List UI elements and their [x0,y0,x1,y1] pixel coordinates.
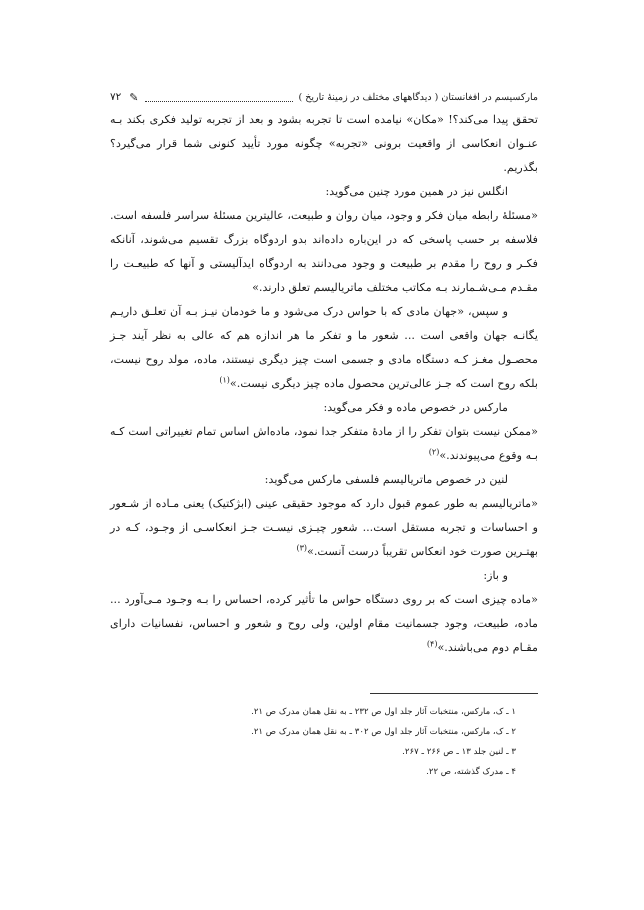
header-leader-dots [145,92,293,102]
header-title: مارکسیسم در افغانستان ( دیدگاههای مختلف در زمینهٔ تاریخ ) [298,91,538,103]
footnote-ref: (۱) [219,375,230,385]
quote-paragraph: «ممکن نیست بتوان تفکر را از مادهٔ متفکر جدا نمود، ماده‌اش اساس تمام تغییراتی است کـه بـه وقوع می‌پیوندند.»$^{(۲)}$ [110,425,538,462]
footnote-ref: (۳) [296,543,307,553]
running-header [110,88,538,106]
paragraph: مارکس در خصوص ماده و فکر می‌گوید: [323,401,508,414]
page-number: ۷۲ [110,91,122,103]
footnote: ۴ ـ مدرک گذشته، ص ۲۲. [426,767,516,777]
paragraph: و سپس، «جهان مادی که با حواس درک می‌شود و ما خودمان نیـز بـه آن تعلـق داریـم یگانـه جهان واقعی است ... شعور ما و تفکر ما هر اندازه هم که عالی به نظر آیند جـز محصـول مغـز کـه دستگاه مادی و جسمی است چیز دیگری نیستند، ماده، مولد روح نیست، بلکه روح است که جـز عالی‌ترین محصول ماده چیز دیگری نیست.»$^{(۱)}$ [110,305,538,390]
footnote: ۲ ـ ک، مارکس، منتخبات آثار جلد اول ص ۳۰۲ ـ به نقل همان مدرک ص ۲۱. [251,727,516,737]
paragraph: انگلس نیز در همین مورد چنین می‌گوید: [325,185,508,198]
quote-paragraph: «ماده چیزی است که بر روی دستگاه حواس ما تأثیر کرده، احساس را بـه وجـود مـی‌آورد ... ماده، طبیعت، وجود جسمانیت مقام اولین، ولی روح و شعور و احساس، نفسانیات دارای مقـام دوم می‌باشند.»$^{(۴)}$ [110,593,538,654]
paragraph: تحقق پیدا می‌کند؟! «مکان» نیامده است تا تجربه بشود و بعد از تجربه تولید فکری بکند بـه عنـوان انعکاسی از واقعیت برونی «تجربه» چگونه مورد تأیید کنونی شما قرار می‌گیرد؟ بگذریم. [110,113,538,174]
footnote: ۳ ـ لنین جلد ۱۳ ـ ص ۲۶۶ ـ ۲۶۷. [402,747,516,757]
quote-paragraph: «مسئلهٔ رابطه میان فکر و وجود، میان روان و طبیعت، عالیترین مسئلهٔ سراسر فلسفه است. فلاسفه بر حسب پاسخی که در این‌باره داده‌اند بدو اردوگاه بزرگ تقسیم می‌شوند، آنانکه فکـر و روح را مقدم بر طبیعت و وجود می‌دانند به اردوگاه ایدآلیستی و آنها که طبیعـت را مقـدم مـی‌شـمارند بـه مکاتب مختلف ماتریالیسم تعلق دارند.» [110,209,538,294]
footnote: ۱ ـ ک، مارکس، منتخبات آثار جلد اول ص ۲۳۲ ـ به نقل همان مدرک ص ۲۱. [251,707,516,717]
paragraph: و باز: [483,569,508,582]
pen-icon: ✎ [129,90,139,104]
footnote-ref: (۲) [428,447,440,457]
quote-paragraph: «ماتریالیسم به طور عموم قبول دارد که موجود حقیقی عینی (ابژکتیک) یعنی مـاده از شـعور و احساسات و تجربه مستقل است... شعور چیـزی نیسـت جـز انعکاسـی از وجـود، کـه در بهتـرین صورت خود انعکاس تقریباً درست آنست.»$^{(۳)}$ [110,497,538,558]
paragraph: لنین در خصوص ماتریالیسم فلسفی مارکس می‌گوید: [264,473,508,486]
main-text [110,108,538,660]
footnote-ref: (۴) [426,639,438,649]
footnote-divider [370,693,538,694]
footnotes [110,702,538,782]
